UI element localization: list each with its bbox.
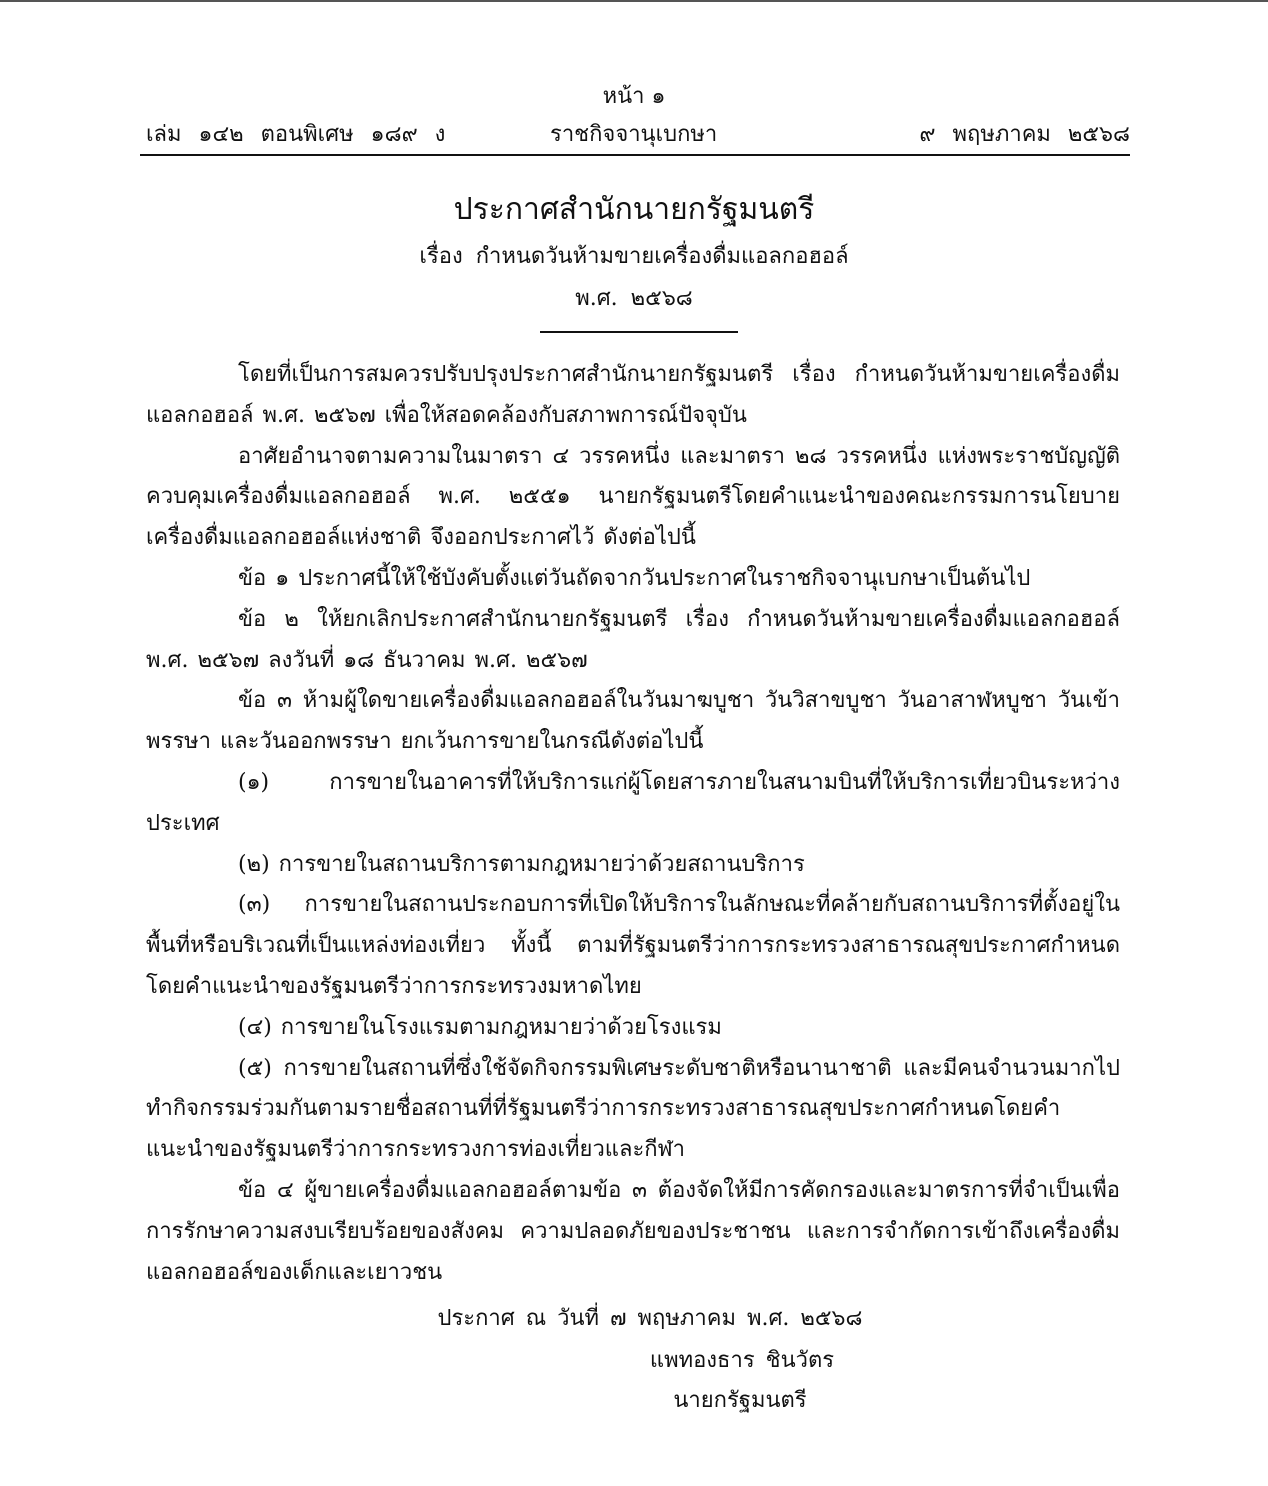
signatory-name: แพทองธาร ชินวัตร [649,1348,835,1373]
announcement-year: พ.ศ. ๒๕๖๘ [575,286,693,311]
paragraph-clause-4: ข้อ ๔ ผู้ขายเครื่องดื่มแอลกอฮอล์ตามข้อ ๓ ต้องจัดให้มีการคัดกรองและมาตรการที่จำเป็นเพื่อการรักษาความสงบเรียบร้อยของสังคม ความปลอดภัยของประชาชน และการจำกัดการเข้าถึงเครื่องดื่มแอลกอฮอล์ของเด็กและเยาวชน [146,1177,1120,1285]
gazette-name: ราชกิจจานุเบกษา [550,122,718,147]
paragraph-clause-2: ข้อ ๒ ให้ยกเลิกประกาศสำนักนายกรัฐมนตรี เรื่อง กำหนดวันห้ามขายเครื่องดื่มแอลกอฮอล์ พ.ศ. ๒๕๖๗ ลงวันที่ ๑๘ ธันวาคม พ.ศ. ๒๕๖๗ [146,606,1120,673]
paragraph-preamble: โดยที่เป็นการสมควรปรับปรุงประกาศสำนักนายกรัฐมนตรี เรื่อง กำหนดวันห้ามขายเครื่องดื่มแอลกอฮอล์ พ.ศ. ๒๕๖๗ เพื่อให้สอดคล้องกับสภาพการณ์ปัจจุบัน [146,362,1120,428]
gazette-volume-issue: เล่ม ๑๔๒ ตอนพิเศษ ๑๘๙ ง [146,122,446,147]
page-top-border [0,0,1268,2]
paragraph-exception-2: (๒) การขายในสถานบริการตามกฎหมายว่าด้วยสถานบริการ [238,851,805,877]
title-divider [540,331,738,333]
signature-date-line: ประกาศ ณ วันที่ ๗ พฤษภาคม พ.ศ. ๒๕๖๘ [437,1306,863,1331]
paragraph-exception-1: (๑) การขายในอาคารที่ให้บริการแก่ผู้โดยสารภายในสนามบินที่ให้บริการเที่ยวบินระหว่างประเทศ [146,769,1120,836]
paragraph-exception-4: (๔) การขายในโรงแรมตามกฎหมายว่าด้วยโรงแรม [238,1014,722,1040]
paragraph-clause-3: ข้อ ๓ ห้ามผู้ใดขายเครื่องดื่มแอลกอฮอล์ในวันมาฆบูชา วันวิสาขบูชา วันอาสาฬหบูชา วันเข้าพรรษา และวันออกพรรษา ยกเว้นการขายในกรณีดังต่อไปนี้ [146,688,1120,755]
paragraph-clause-1: ข้อ ๑ ประกาศนี้ให้ใช้บังคับตั้งแต่วันถัดจากวันประกาศในราชกิจจานุเบกษาเป็นต้นไป [238,565,1031,591]
announcement-body [146,355,1120,1293]
gazette-date: ๙ พฤษภาคม ๒๕๖๘ [919,122,1130,147]
signatory-position: นายกรัฐมนตรี [673,1388,807,1413]
header-divider [140,154,1130,156]
paragraph-exception-5: (๕) การขายในสถานที่ซึ่งใช้จัดกิจกรรมพิเศษระดับชาติหรือนานาชาติ และมีคนจำนวนมากไปทำกิจกรรมร่วมกันตามรายชื่อสถานที่ที่รัฐมนตรีว่าการกระทรวงสาธารณสุขประกาศกำหนดโดยคำแนะนำของรัฐมนตรีว่าการกระทรวงการท่องเที่ยวและกีฬา [146,1055,1120,1163]
gazette-header [146,116,1130,150]
page-number: หน้า ๑ [602,84,666,109]
paragraph-authority: อาศัยอำนาจตามความในมาตรา ๔ วรรคหนึ่ง และมาตรา ๒๘ วรรคหนึ่ง แห่งพระราชบัญญัติควบคุมเครื่องดื่มแอลกอฮอล์ พ.ศ. ๒๕๕๑ นายกรัฐมนตรีโดยคำแนะนำของคณะกรรมการนโยบายเครื่องดื่มแอลกอฮอล์แห่งชาติ จึงออกประกาศไว้ ดังต่อไปนี้ [146,443,1120,551]
paragraph-exception-3: (๓) การขายในสถานประกอบการที่เปิดให้บริการในลักษณะที่คล้ายกับสถานบริการที่ตั้งอยู่ในพื้นที่หรือบริเวณที่เป็นแหล่งท่องเที่ยว ทั้งนี้ ตามที่รัฐมนตรีว่าการกระทรวงสาธารณสุขประกาศกำหนดโดยคำแนะนำของรัฐมนตรีว่าการกระทรวงมหาดไทย [146,892,1120,999]
announcement-title: ประกาศสำนักนายกรัฐมนตรี [453,192,815,227]
announcement-subject: เรื่อง กำหนดวันห้ามขายเครื่องดื่มแอลกอฮอล์ [419,244,849,269]
